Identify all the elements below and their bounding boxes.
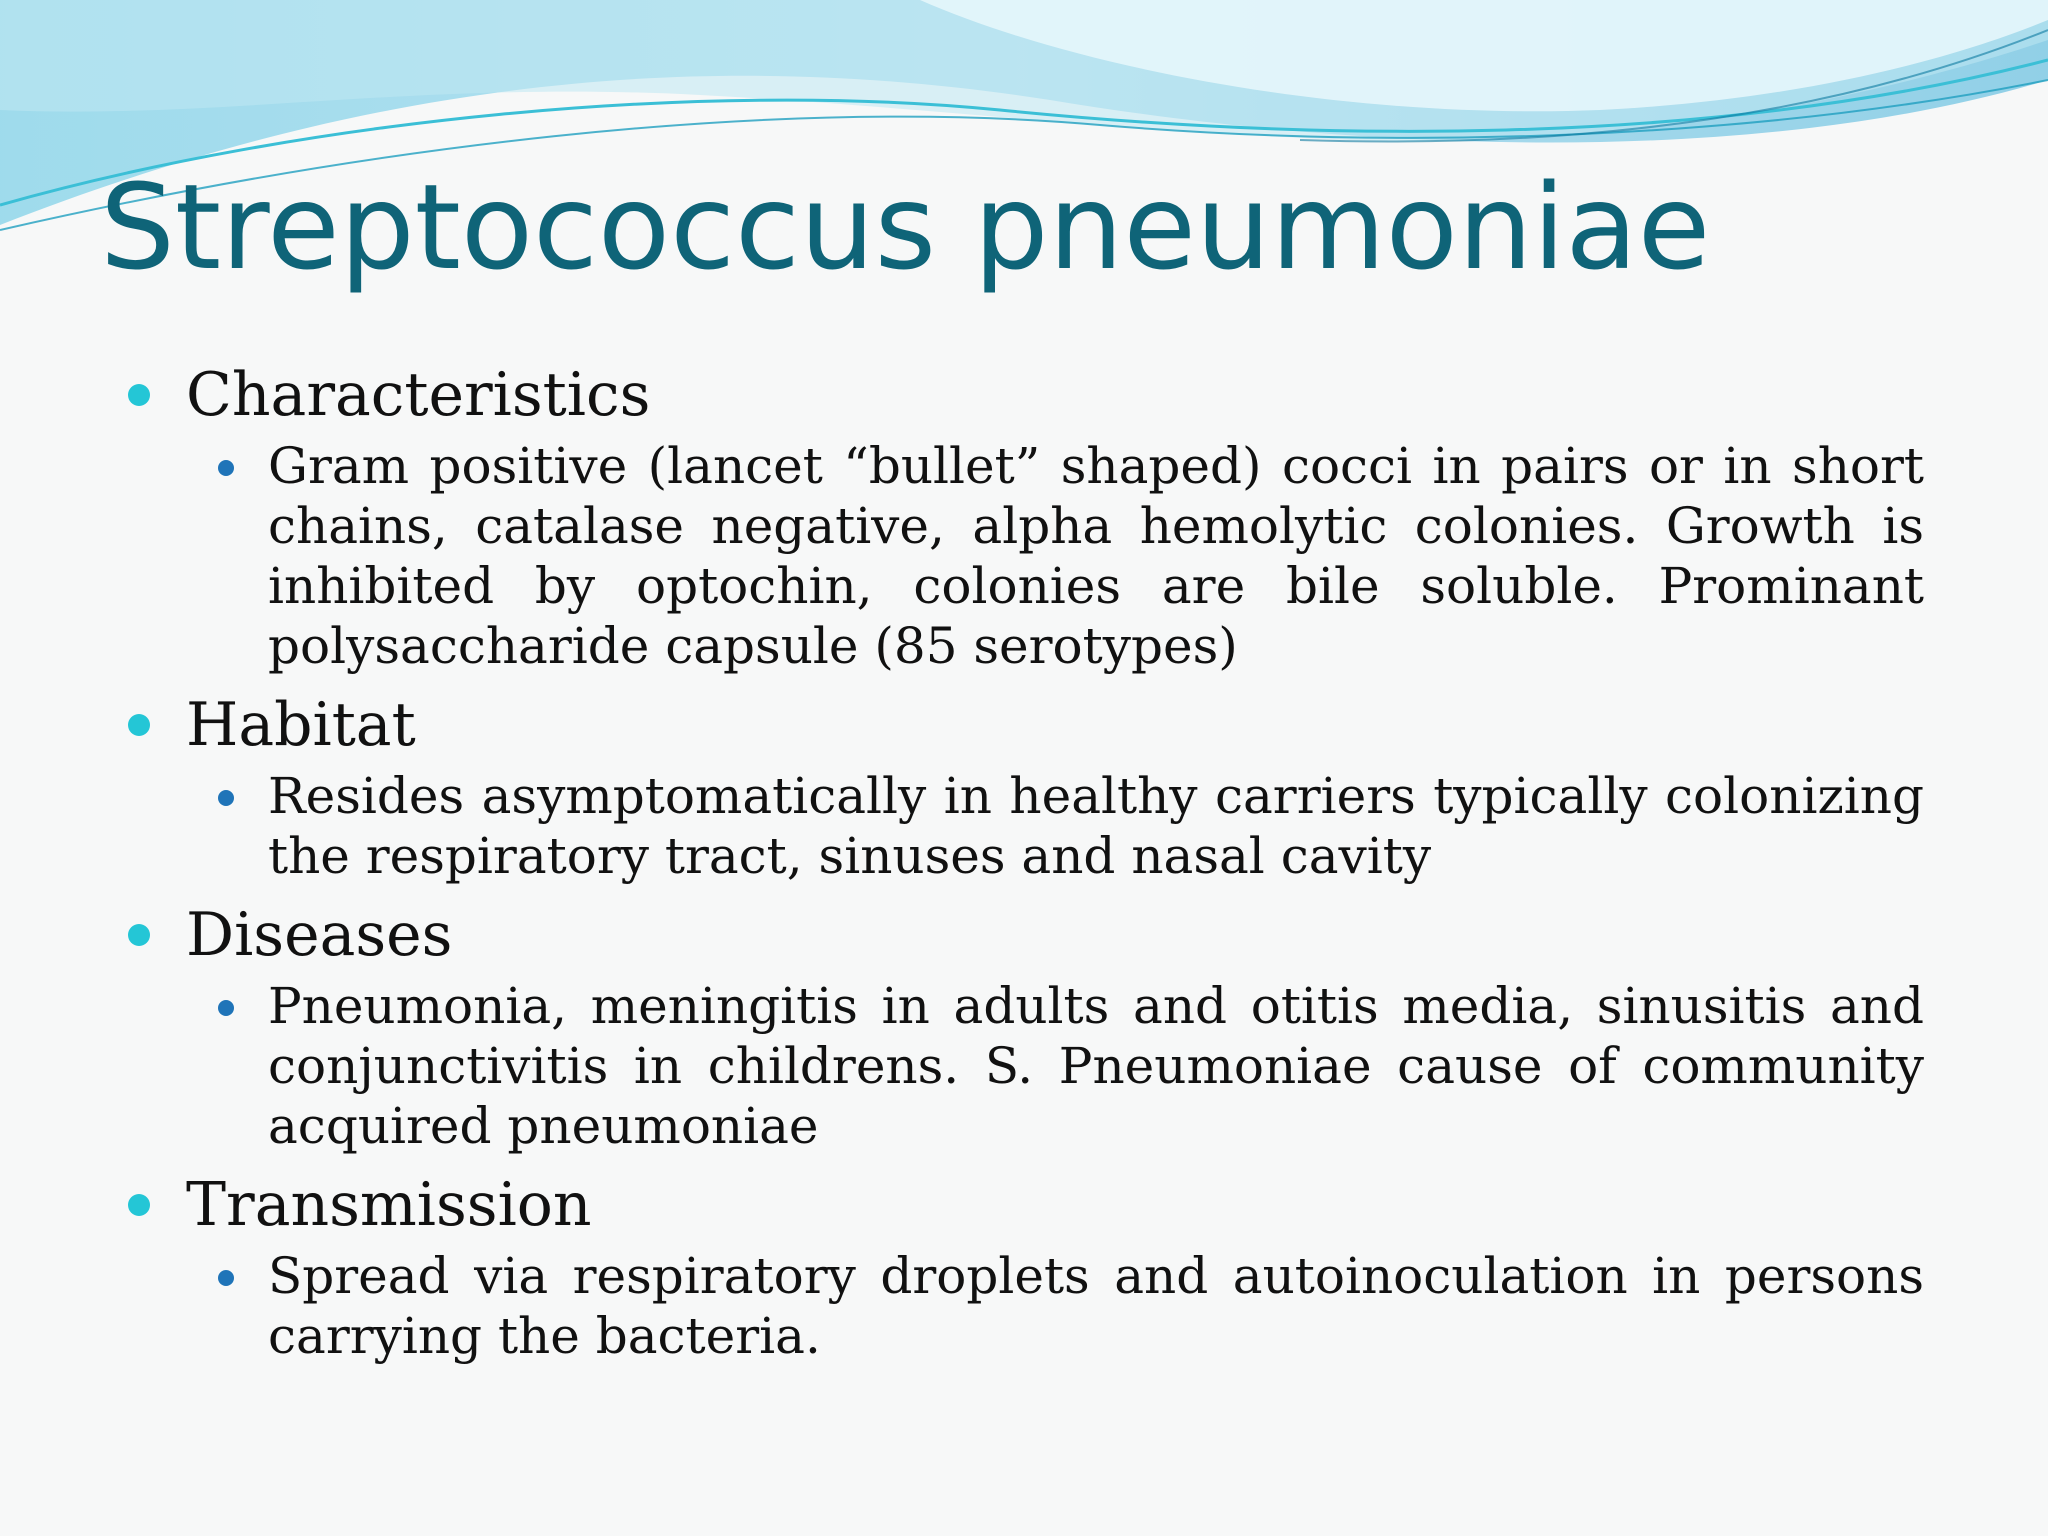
section-heading-label: Habitat [186, 690, 416, 760]
bullet-dot-icon [128, 384, 150, 406]
bullet-dot-icon [128, 714, 150, 736]
bullet-list [128, 358, 1924, 1378]
section-heading-label: Transmission [186, 1170, 592, 1240]
section-detail-text: Resides asymptomatically in healthy carriers typically colonizing the respiratory tract, sinuses and nasal cavity [268, 767, 1924, 885]
section-detail [128, 976, 1924, 1156]
sub-bullet-dot-icon [218, 1000, 234, 1016]
bullet-dot-icon [128, 924, 150, 946]
section-heading [128, 898, 1924, 972]
section-detail [128, 436, 1924, 676]
sub-bullet-dot-icon [218, 790, 234, 806]
section-detail-text: Pneumonia, meningitis in adults and otitis media, sinusitis and conjunctivitis in childrens. S. Pneumoniae cause of community acquired pneumoniae [268, 977, 1924, 1155]
section-heading [128, 1168, 1924, 1242]
section-heading-label: Characteristics [186, 360, 651, 430]
bullet-dot-icon [128, 1194, 150, 1216]
section-heading [128, 688, 1924, 762]
list-item [128, 1168, 1924, 1366]
list-item [128, 688, 1924, 886]
section-detail [128, 1246, 1924, 1366]
slide-title: Streptococcus pneumoniae [100, 158, 1711, 296]
sub-bullet-dot-icon [218, 1270, 234, 1286]
section-heading-label: Diseases [186, 900, 453, 970]
section-detail [128, 766, 1924, 886]
section-heading [128, 358, 1924, 432]
section-detail-text: Gram positive (lancet “bullet” shaped) cocci in pairs or in short chains, catalase negative, alpha hemolytic colonies. Growth is inhibited by optochin, colonies are bile soluble. Prominant polysaccharide capsule (85 serotypes) [268, 437, 1924, 675]
sub-bullet-dot-icon [218, 460, 234, 476]
list-item [128, 358, 1924, 676]
section-detail-text: Spread via respiratory droplets and autoinoculation in persons carrying the bacteria. [268, 1247, 1924, 1365]
list-item [128, 898, 1924, 1156]
